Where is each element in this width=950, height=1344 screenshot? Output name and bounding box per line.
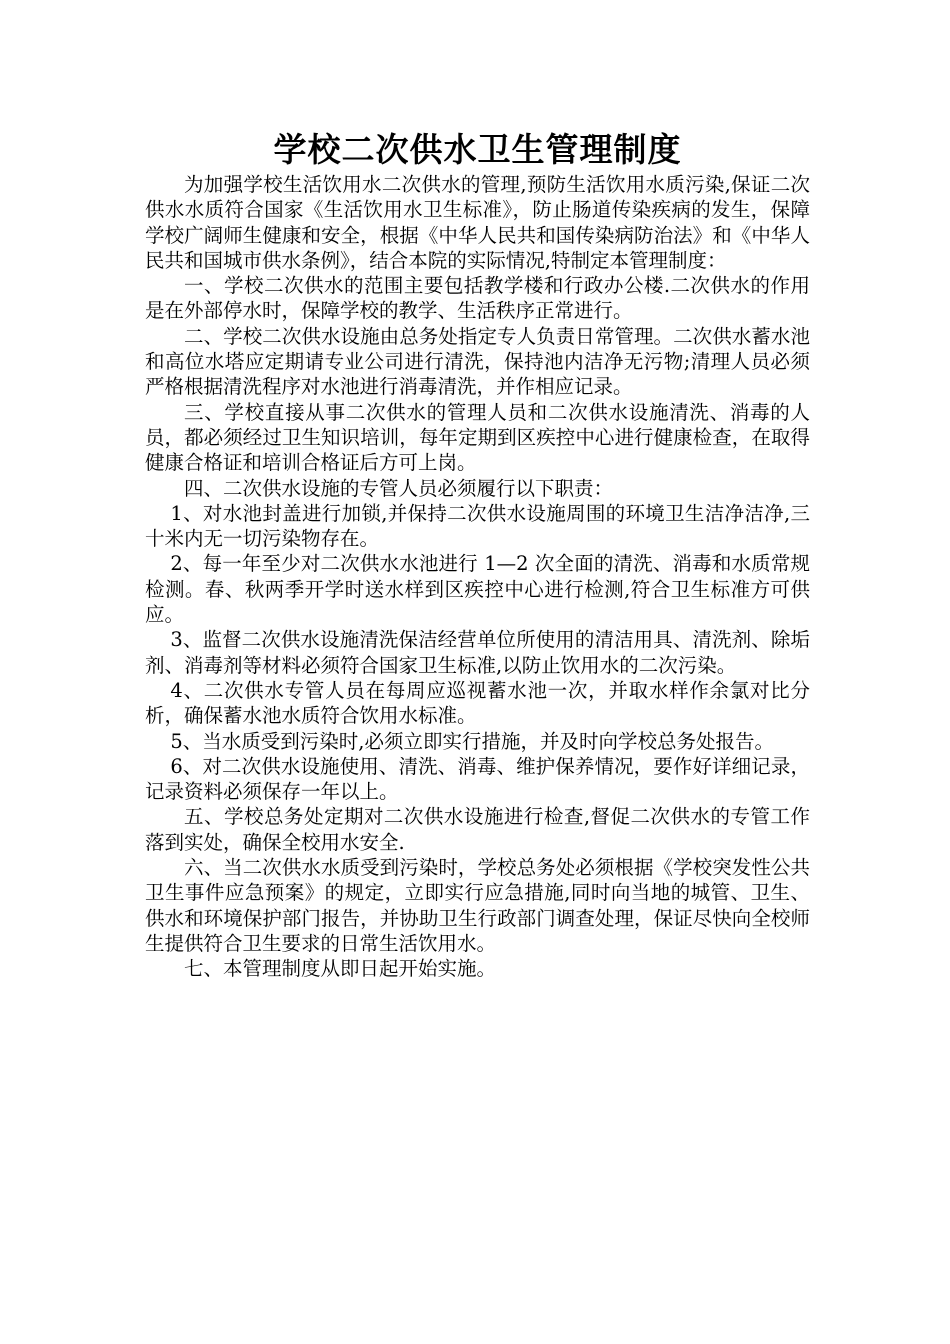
section-4: 四、二次供水设施的专管人员必须履行以下职责： (184, 476, 614, 500)
document-body (145, 172, 810, 982)
section-6: 六、当二次供水水质受到污染时，学校总务处必须根据《学校突发性公共卫生事件应急预案》的规定，立即实行应急措施,同时向当地的城管、卫生、供水和环境保护部门报告，并协助卫生行政部门调查处理，保证尽快向全校师生提供符合卫生要求的日常生活饮用水。 (145, 856, 810, 955)
duty-4: 4、二次供水专管人员在每周应巡视蓄水池一次，并取水样作余氯对比分析，确保蓄水池水质符合饮用水标准。 (145, 678, 810, 728)
duty-3: 3、监督二次供水设施清洗保洁经营单位所使用的清洁用具、清洗剂、除垢剂、消毒剂等材料必须符合国家卫生标准,以防止饮用水的二次污染。 (145, 628, 810, 677)
duty-5: 5、当水质受到污染时,必须立即实行措施，并及时向学校总务处报告。 (170, 729, 774, 753)
duty-1: 1、对水池封盖进行加锁,并保持二次供水设施周围的环境卫生洁净洁净,三十米内无一切污染物存在。 (145, 501, 810, 551)
document-title: 学校二次供水卫生管理制度 (273, 130, 682, 169)
section-2: 二、学校二次供水设施由总务处指定专人负责日常管理。二次供水蓄水池和高位水塔应定期请专业公司进行清洗，保持池内洁净无污物;清理人员必须严格根据清洗程序对水池进行消毒清洗，并作相应记录。 (145, 324, 810, 399)
duty-6: 6、对二次供水设施使用、清洗、消毒、维护保养情况，要作好详细记录，记录资料必须保存一年以上。 (145, 754, 810, 804)
duty-2: 2、每一年至少对二次供水水池进行 1—2 次全面的清洗、消毒和水质常规检测。春、秋两季开学时送水样到区疾控中心进行检测,符合卫生标准方可供应。 (145, 552, 810, 627)
section-1: 一、学校二次供水的范围主要包括教学楼和行政办公楼.二次供水的作用是在外部停水时，保障学校的教学、生活秩序正常进行。 (145, 274, 810, 323)
section-5: 五、学校总务处定期对二次供水设施进行检查,督促二次供水的专管工作落到实处，确保全校用水安全. (145, 805, 810, 854)
section-3: 三、学校直接从事二次供水的管理人员和二次供水设施清洗、消毒的人员，都必须经过卫生知识培训，每年定期到区疾控中心进行健康检查，在取得健康合格证和培训合格证后方可上岗。 (145, 400, 810, 475)
document-page (145, 128, 810, 982)
section-7: 七、本管理制度从即日起开始实施。 (184, 957, 497, 981)
intro-paragraph: 为加强学校生活饮用水二次供水的管理,预防生活饮用水质污染,保证二次供水水质符合国家《生活饮用水卫生标准》，防止肠道传染疾病的发生，保障学校广阔师生健康和安全，根据《中华人民共和国传染病防治法》和《中华人民共和国城市供水条例》，结合本院的实际情况,特制定本管理制度： (145, 173, 810, 272)
